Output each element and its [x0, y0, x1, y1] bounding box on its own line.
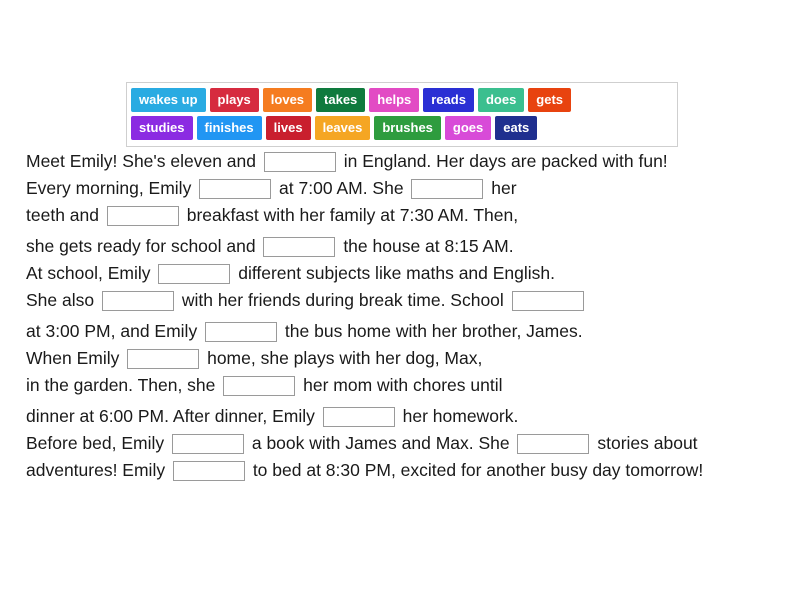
answer-blank[interactable]	[205, 322, 277, 342]
word-chip[interactable]: does	[478, 88, 524, 112]
passage-text: At school, Emily	[26, 263, 156, 283]
passage-line	[26, 287, 778, 314]
passage-line	[26, 345, 778, 372]
word-bank	[126, 82, 678, 147]
passage-line	[26, 175, 778, 202]
word-bank-row	[131, 116, 673, 140]
word-chip[interactable]: plays	[210, 88, 259, 112]
passage-text: home, she plays with her dog, Max,	[202, 348, 483, 368]
word-chip[interactable]: finishes	[197, 116, 262, 140]
answer-blank[interactable]	[512, 291, 584, 311]
word-bank-row	[131, 88, 673, 112]
passage-text: she gets ready for school and	[26, 236, 261, 256]
passage-text: Before bed, Emily	[26, 433, 169, 453]
answer-blank[interactable]	[323, 407, 395, 427]
answer-blank[interactable]	[223, 376, 295, 396]
answer-blank[interactable]	[127, 349, 199, 369]
answer-blank[interactable]	[107, 206, 179, 226]
passage-line	[26, 430, 778, 457]
passage-line	[26, 148, 778, 175]
passage-text: different subjects like maths and English.	[233, 263, 556, 283]
word-chip[interactable]: brushes	[374, 116, 441, 140]
passage-line	[26, 202, 778, 229]
answer-blank[interactable]	[517, 434, 589, 454]
passage-text: a book with James and Max. She	[246, 433, 515, 453]
word-chip[interactable]: goes	[445, 116, 491, 140]
passage-text: in England. Her days are packed with fun!	[338, 151, 668, 171]
passage-line	[26, 233, 778, 260]
passage-text: dinner at 6:00 PM. After dinner, Emily	[26, 406, 320, 426]
answer-blank[interactable]	[102, 291, 174, 311]
word-chip[interactable]: loves	[263, 88, 312, 112]
passage-text: her homework.	[397, 406, 519, 426]
passage-line	[26, 457, 778, 484]
passage-text: her mom with chores until	[298, 375, 503, 395]
passage-text: the bus home with her brother, James.	[280, 321, 583, 341]
word-chip[interactable]: takes	[316, 88, 365, 112]
word-chip[interactable]: eats	[495, 116, 537, 140]
passage-text: stories about	[592, 433, 698, 453]
cloze-passage	[26, 148, 778, 484]
answer-blank[interactable]	[172, 434, 244, 454]
passage-text: When Emily	[26, 348, 125, 368]
word-chip[interactable]: studies	[131, 116, 193, 140]
passage-text: with her friends during break time. School	[176, 290, 509, 310]
passage-line	[26, 318, 778, 345]
answer-blank[interactable]	[158, 264, 230, 284]
passage-text: to bed at 8:30 PM, excited for another busy day tomorrow!	[247, 460, 704, 480]
passage-line	[26, 403, 778, 430]
passage-text: She also	[26, 290, 99, 310]
word-chip[interactable]: lives	[266, 116, 311, 140]
answer-blank[interactable]	[263, 237, 335, 257]
passage-line	[26, 372, 778, 399]
passage-text: her	[486, 178, 517, 198]
passage-text: teeth and	[26, 205, 104, 225]
passage-text: Meet Emily! She's eleven and	[26, 151, 261, 171]
word-chip[interactable]: wakes up	[131, 88, 206, 112]
passage-text: at 3:00 PM, and Emily	[26, 321, 203, 341]
word-chip[interactable]: leaves	[315, 116, 371, 140]
word-chip[interactable]: gets	[528, 88, 571, 112]
answer-blank[interactable]	[411, 179, 483, 199]
passage-text: at 7:00 AM. She	[274, 178, 409, 198]
answer-blank[interactable]	[173, 461, 245, 481]
answer-blank[interactable]	[199, 179, 271, 199]
passage-text: Every morning, Emily	[26, 178, 197, 198]
passage-line	[26, 260, 778, 287]
passage-text: the house at 8:15 AM.	[338, 236, 514, 256]
word-chip[interactable]: helps	[369, 88, 419, 112]
passage-text: adventures! Emily	[26, 460, 170, 480]
answer-blank[interactable]	[264, 152, 336, 172]
passage-text: breakfast with her family at 7:30 AM. Then,	[181, 205, 519, 225]
word-chip[interactable]: reads	[423, 88, 474, 112]
passage-text: in the garden. Then, she	[26, 375, 221, 395]
